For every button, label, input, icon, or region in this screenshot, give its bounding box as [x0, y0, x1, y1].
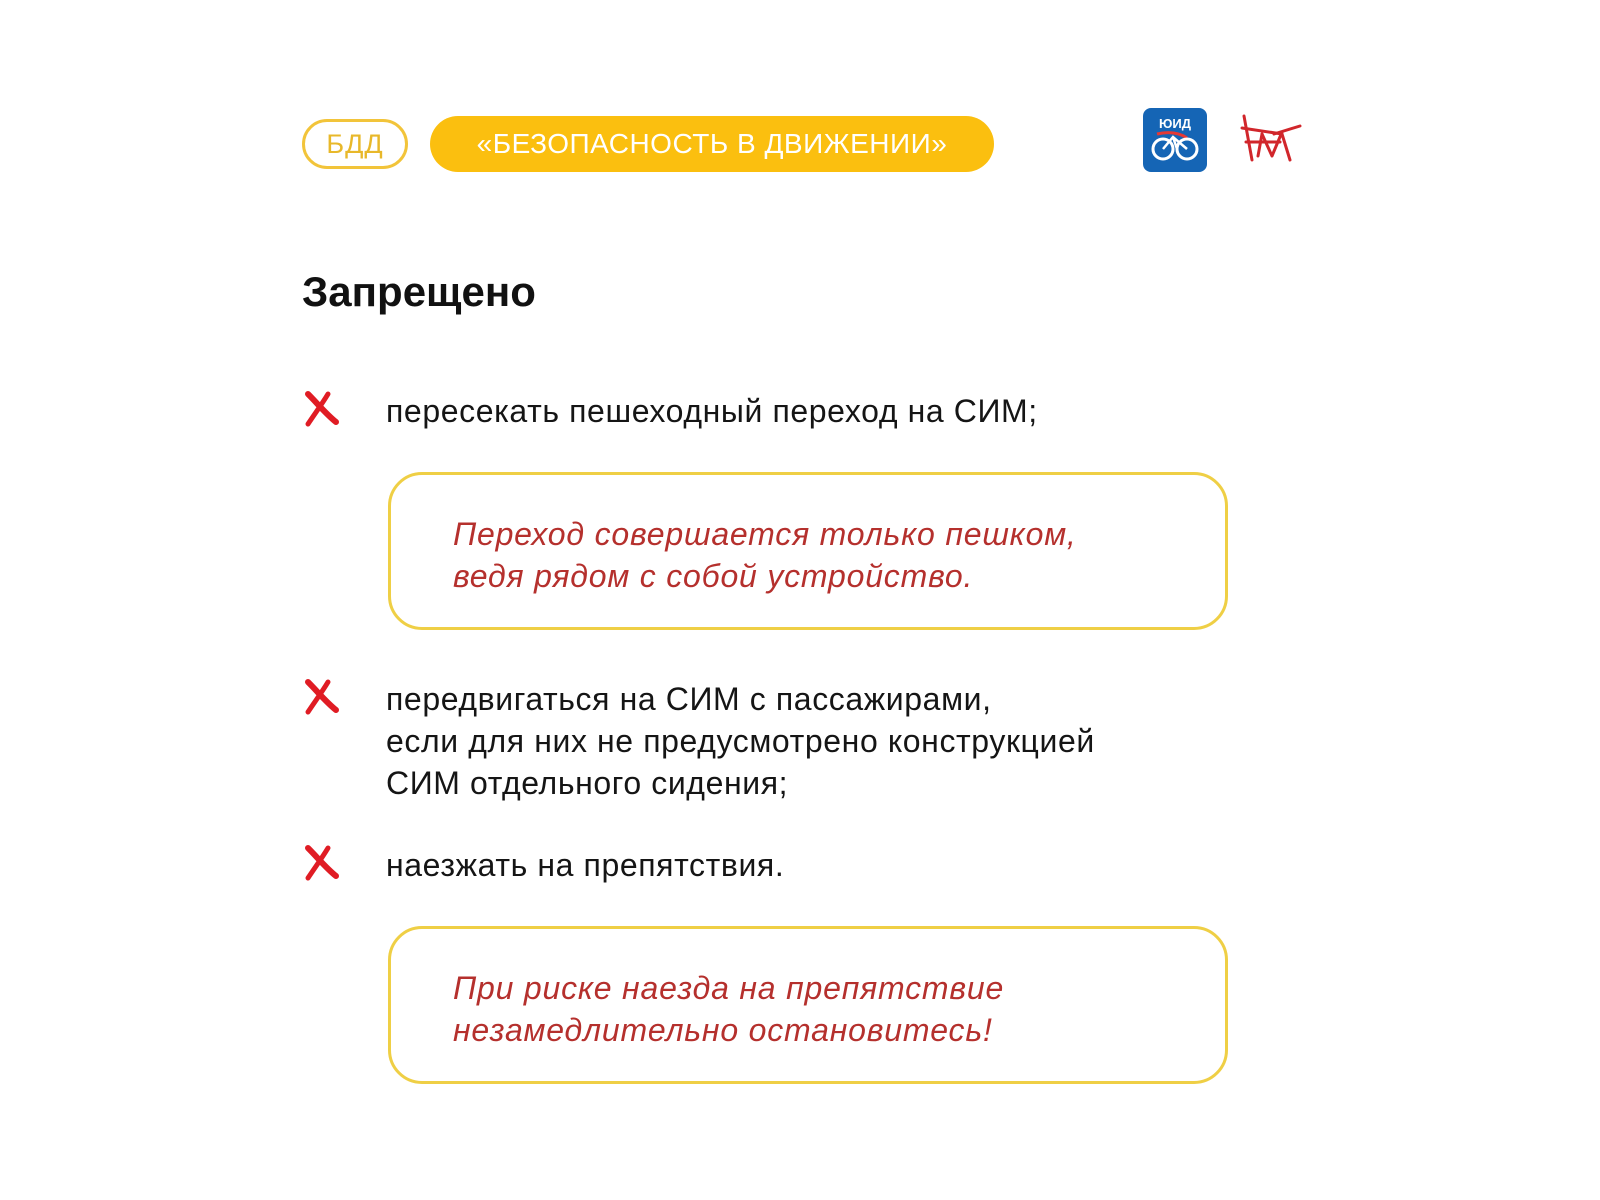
rule-item-3 [302, 844, 784, 886]
page-title: Запрещено [302, 268, 536, 315]
bdd-badge: БДД [302, 119, 408, 169]
red-scooter-logo-icon [1238, 112, 1302, 166]
tip-text: При риске наезда на препятствие незамедлительно остановитесь! [453, 970, 1005, 1048]
tip-box-2 [388, 926, 1228, 1084]
yuid-logo-text: ЮИД [1158, 116, 1192, 131]
red-x-icon [302, 388, 342, 428]
yuid-logo-icon [1143, 108, 1207, 172]
rule-text: наезжать на препятствия. [386, 847, 785, 883]
red-x-icon [302, 676, 342, 716]
rule-text: передвигаться на СИМ с пассажирами, если для них не предусмотрено конструкцией СИМ отдельного сидения; [386, 681, 1095, 801]
header [302, 116, 994, 172]
rule-item-1 [302, 390, 1038, 432]
rule-text: пересекать пешеходный переход на СИМ; [386, 393, 1038, 429]
tip-box-1 [388, 472, 1228, 630]
red-x-icon [302, 842, 342, 882]
rule-item-2 [302, 678, 1095, 804]
campaign-banner: «БЕЗОПАСНОСТЬ В ДВИЖЕНИИ» [430, 116, 994, 172]
tip-text: Переход совершается только пешком, ведя рядом с собой устройство. [453, 516, 1077, 594]
